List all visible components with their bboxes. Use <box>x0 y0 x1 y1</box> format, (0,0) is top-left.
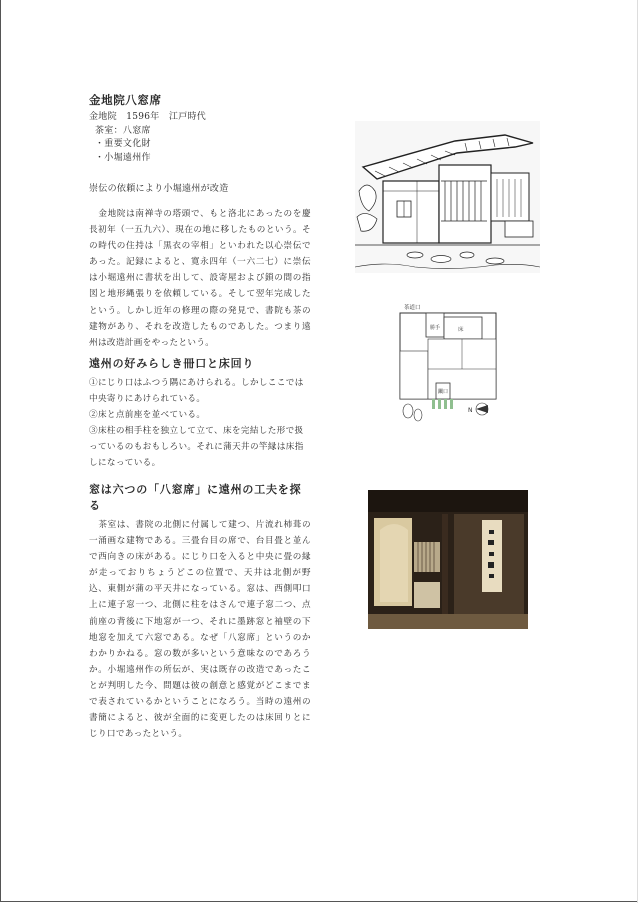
plan-label-katte: 勝手 <box>430 325 441 331</box>
meta-item-property: ・重要文化財 <box>95 139 151 149</box>
section1-heading: 遠州の好みらしき冊口と床回り <box>89 357 255 370</box>
interior-photo <box>368 490 528 629</box>
list-item: ①にじり口はふつう隅にあけられる。しかしここでは中央寄りにあけられている。 <box>89 378 304 405</box>
section2-heading: 窓は六つの「八窓席」に遠州の工夫を探る <box>89 483 302 512</box>
section1-list <box>89 375 311 472</box>
floor-plan <box>396 299 500 427</box>
section-windows <box>89 482 311 742</box>
plan-label-nijiri: 躙口 <box>438 389 449 395</box>
title-block <box>89 92 311 197</box>
svg-text:N: N <box>468 407 473 414</box>
meta-line: 金地院 1596年 江戸時代 <box>89 112 207 122</box>
plan-label-entrance: 茶道口 <box>404 305 421 311</box>
plan-label-tokonoma: 床 <box>458 327 464 333</box>
section2-paragraph: 茶室は、書院の北側に付属して建つ、片流れ杮葺の一涌画な建物である。三畳台目の席で、台目畳と並んで西向きの床がある。にじり口を入ると中央に畳の縁が走っておりちょうどこの位置で、天井は北側が野込、東側が蒲の平天井になっている。窓は、西側叩口上に連子窓一つ、北側に柱をはさんで連子窓二つ、点前座の背後に下地窓が一つ、それに墨跡窓と袖壁の下地窓を加えて六窓である。なぜ「八窓席」というのかわかりかねる。窓の数が多いという意味なのであろうか。小堀遠州作の所伝が、実は既存の改造であったことが判明した今、問題は彼の創意と感覚がどこまでまで表されているかということになろう。当時の遠州の書簡によると、彼が全面的に変更したのは床回りとにじり口であったという。 <box>89 520 311 740</box>
subtitle: 崇伝の依頼により小堀遠州が改造 <box>89 184 229 194</box>
meta-item-teahouse: 茶室：八窓席 <box>95 125 151 136</box>
list-item: ②床と点前座を並べている。 <box>89 410 206 421</box>
list-item: ③床柱の相手柱を独立して立て、床を完結した形で扱っているのもおもしろい。それに蒲天井の竿縁は床指しになっている。 <box>89 426 304 469</box>
meta-item-author: ・小堀遠州作 <box>95 152 151 163</box>
section-nijiri <box>89 356 311 472</box>
meta-block <box>89 111 311 165</box>
intro-section <box>89 206 311 351</box>
intro-paragraph: 金地院は南禅寺の塔頭で、もと洛北にあったのを慶長初年（一五九六）、現在の地に移したものという。その時代の住持は「黒衣の宰相」といわれた以心崇伝であった。記録によると、寛永四年（一六二七）に崇伝は小堀遠州に書状を出して、設寄屋および鎖の間の指図と地形縄張りを依頼している。そして翌年完成したという。しかし近年の修理の際の発見で、書院も茶の建物があり、それを改造したものであした。つまり遠州は改造計画をやったという。 <box>89 209 311 348</box>
page-title: 金地院八窓席 <box>89 93 162 107</box>
teahouse-sketch <box>355 121 540 273</box>
